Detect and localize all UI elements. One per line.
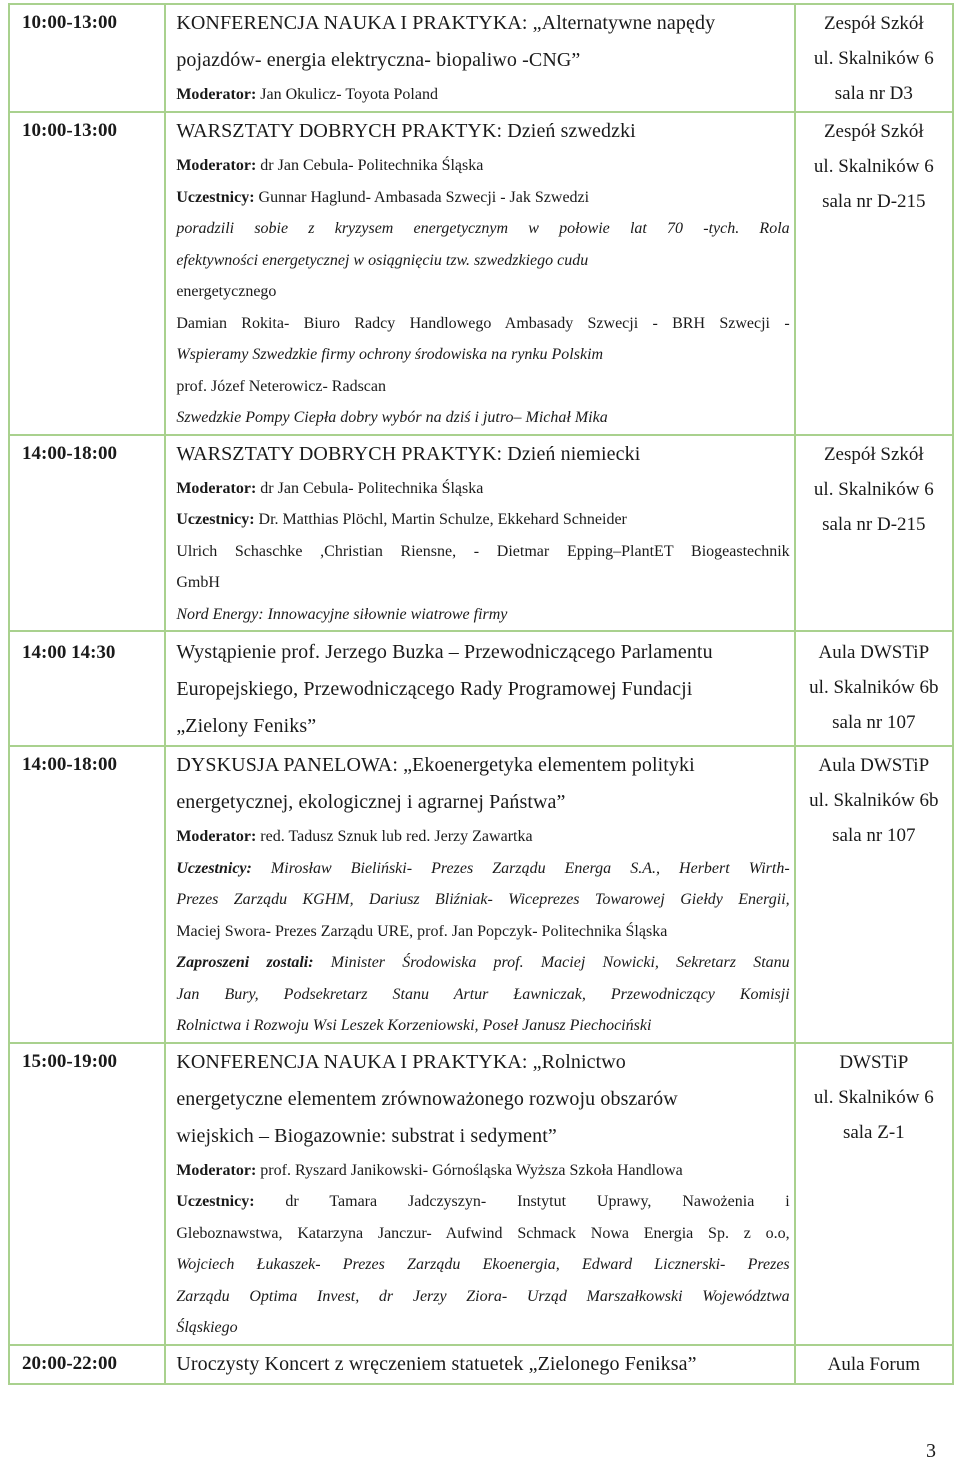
event-title-line: wiejskich – Biogazownie: substrat i sedyment”	[176, 1124, 557, 1147]
event-detail-line: Uczestnicy: Dr. Matthias Plöchl, Martin Schulze, Ekkehard Schneider	[176, 511, 627, 528]
schedule-row	[9, 1345, 953, 1384]
event-title-line: WARSZTATY DOBRYCH PRAKTYK: Dzień szwedzki	[176, 120, 636, 142]
location-cell	[795, 4, 953, 112]
detail-label: Moderator:	[176, 828, 257, 845]
event-detail-line: poradzili sobie z kryzysem energetycznym w połowie lat 70 -tych. Rola	[176, 220, 790, 237]
event-title-line: KONFERENCJA NAUKA I PRAKTYKA: „Rolnictwo	[176, 1050, 626, 1073]
location-line: Aula DWSTiP	[818, 755, 930, 776]
event-detail-line: Uczestnicy: Mirosław Bieliński- Prezes Zarządu Energa S.A., Herbert Wirth-	[176, 859, 790, 877]
event-time: 15:00-19:00	[22, 1050, 117, 1072]
schedule-row	[9, 112, 953, 435]
event-detail-line: efektywności energetycznej w osiągnięciu tzw. szwedzkiego cudu	[176, 251, 589, 269]
schedule-row	[9, 4, 953, 112]
event-title-line: KONFERENCJA NAUKA I PRAKTYKA: „Alternatywne napędy	[176, 12, 716, 34]
time-cell	[9, 1043, 165, 1345]
event-cell	[165, 1043, 794, 1345]
location-line: ul. Skalników 6b	[809, 677, 939, 698]
event-time: 14:00-18:00	[22, 442, 117, 464]
event-detail-line: Śląskiego	[176, 1319, 238, 1336]
detail-label: Uczestnicy:	[176, 511, 255, 528]
event-cell	[165, 435, 794, 632]
location-line: DWSTiP	[839, 1051, 909, 1073]
event-detail-line: prof. Józef Neterowicz- Radscan	[176, 377, 387, 395]
location-cell	[795, 435, 953, 632]
event-title-line: Uroczysty Koncert z wręczeniem statuetek „Zielonego Feniksa”	[176, 1352, 697, 1375]
event-time: 10:00-13:00	[22, 120, 117, 141]
location-line: ul. Skalników 6b	[809, 790, 939, 811]
event-cell	[165, 746, 794, 1043]
location-line: sala nr 107	[832, 825, 916, 846]
time-cell	[9, 435, 165, 632]
location-line: sala nr D-215	[822, 191, 926, 212]
event-detail-line: Zaproszeni zostali: Minister Środowiska prof. Maciej Nowicki, Sekretarz Stanu	[176, 954, 790, 971]
event-time: 14:00 14:30	[22, 642, 116, 663]
time-cell	[9, 112, 165, 435]
event-detail-line: energetycznego	[176, 283, 277, 300]
event-detail-line: Gleboznawstwa, Katarzyna Janczur- Aufwind Schmack Nowa Energia Sp. z o.o,	[176, 1224, 790, 1242]
event-title-line: „Zielony Feniks”	[176, 715, 317, 737]
event-detail-line: Szwedzkie Pompy Ciepła dobry wybór na dziś i jutro– Michał Mika	[176, 409, 608, 426]
location-cell	[795, 112, 953, 435]
event-title-line: Wystąpienie prof. Jerzego Buzka – Przewodniczącego Parlamentu	[176, 641, 713, 663]
detail-label: Moderator:	[176, 479, 257, 497]
event-detail-line: Uczestnicy: Gunnar Haglund- Ambasada Szwecji - Jak Szwedzi	[176, 188, 590, 206]
event-detail-line: Jan Bury, Podsekretarz Stanu Artur Ławniczak, Przewodniczący Komisji	[176, 985, 790, 1003]
location-line: ul. Skalników 6	[813, 48, 934, 69]
detail-label: Zaproszeni zostali:	[176, 954, 314, 971]
event-time: 14:00-18:00	[22, 754, 117, 775]
schedule-row	[9, 435, 953, 632]
event-detail-line: Rolnictwa i Rozwoju Wsi Leszek Korzeniowski, Poseł Janusz Piechociński	[176, 1017, 652, 1034]
event-detail-line: Wojciech Łukaszek- Prezes Zarządu Ekoenergia, Edward Licznerski- Prezes	[176, 1256, 790, 1273]
location-line: sala nr D-215	[822, 513, 926, 535]
location-line: sala nr 107	[832, 712, 916, 733]
event-time: 10:00-13:00	[22, 12, 117, 33]
event-cell	[165, 1345, 794, 1384]
event-detail-line: Zarządu Optima Invest, dr Jerzy Ziora- Urząd Marszałkowski Województwa	[176, 1287, 790, 1305]
detail-label: Uczestnicy:	[176, 859, 252, 877]
event-detail-line: Moderator: dr Jan Cebula- Politechnika Śląska	[176, 157, 484, 174]
event-detail-line: GmbH	[176, 574, 220, 591]
location-line: ul. Skalników 6	[813, 478, 934, 500]
event-detail-line: Uczestnicy: dr Tamara Jadczyszyn- Instytut Uprawy, Nawożenia i	[176, 1193, 790, 1210]
event-cell	[165, 112, 794, 435]
location-cell	[795, 631, 953, 746]
location-line: Aula DWSTiP	[818, 642, 930, 663]
event-detail-line: Damian Rokita- Biuro Radcy Handlowego Ambasady Szwecji - BRH Szwecji -	[176, 314, 790, 332]
location-line: Aula Forum	[827, 1353, 920, 1375]
time-cell	[9, 1345, 165, 1384]
location-cell	[795, 1043, 953, 1345]
page-number: 3	[926, 1440, 936, 1462]
event-detail-line: Wspieramy Szwedzkie firmy ochrony środowiska na rynku Polskim	[176, 346, 604, 363]
time-cell	[9, 4, 165, 112]
event-title-line: energetycznej, ekologicznej i agrarnej Państwa”	[176, 791, 566, 813]
event-detail-line: Moderator: Jan Okulicz- Toyota Poland	[176, 86, 438, 103]
event-title-line: pojazdów- energia elektryczna- biopaliwo -CNG”	[176, 49, 581, 71]
time-cell	[9, 746, 165, 1043]
detail-label: Moderator:	[176, 86, 257, 103]
location-cell	[795, 746, 953, 1043]
location-line: Zespół Szkół	[823, 443, 924, 465]
detail-label: Uczestnicy:	[176, 188, 255, 206]
schedule-table	[8, 3, 954, 1385]
event-title-line: DYSKUSJA PANELOWA: „Ekoenergetyka elementem polityki	[176, 754, 695, 776]
event-detail-line: Nord Energy: Innowacyjne siłownie wiatrowe firmy	[176, 605, 508, 623]
location-line: sala Z-1	[842, 1121, 905, 1143]
location-line: ul. Skalników 6	[813, 1086, 934, 1108]
event-detail-line: Prezes Zarządu KGHM, Dariusz Bliźniak- Wiceprezes Towarowej Giełdy Energii,	[176, 891, 790, 908]
detail-label: Moderator:	[176, 1161, 257, 1179]
schedule-row	[9, 746, 953, 1043]
event-detail-line: Ulrich Schaschke ,Christian Riensne, - Dietmar Epping–PlantET Biogeastechnik	[176, 542, 790, 560]
event-time: 20:00-22:00	[22, 1352, 117, 1374]
schedule-row	[9, 1043, 953, 1345]
location-line: ul. Skalników 6	[813, 156, 934, 177]
location-line: Zespół Szkół	[823, 121, 924, 142]
event-cell	[165, 631, 794, 746]
time-cell	[9, 631, 165, 746]
event-detail-line: Moderator: prof. Ryszard Janikowski- Górnośląska Wyższa Szkoła Handlowa	[176, 1161, 683, 1179]
event-title-line: energetyczne elementem zrównoważonego rozwoju obszarów	[176, 1087, 678, 1110]
detail-label: Moderator:	[176, 157, 257, 174]
event-detail-line: Maciej Swora- Prezes Zarządu URE, prof. Jan Popczyk- Politechnika Śląska	[176, 922, 668, 940]
event-title-line: WARSZTATY DOBRYCH PRAKTYK: Dzień niemiecki	[176, 442, 641, 465]
event-cell	[165, 4, 794, 112]
event-detail-line: Moderator: dr Jan Cebula- Politechnika Śląska	[176, 479, 484, 497]
location-line: sala nr D3	[834, 83, 913, 104]
schedule-row	[9, 631, 953, 746]
location-line: Zespół Szkół	[823, 13, 924, 34]
detail-label: Uczestnicy:	[176, 1193, 255, 1210]
location-cell	[795, 1345, 953, 1384]
event-detail-line: Moderator: red. Tadusz Sznuk lub red. Jerzy Zawartka	[176, 828, 533, 845]
event-title-line: Europejskiego, Przewodniczącego Rady Programowej Fundacji	[176, 678, 693, 700]
